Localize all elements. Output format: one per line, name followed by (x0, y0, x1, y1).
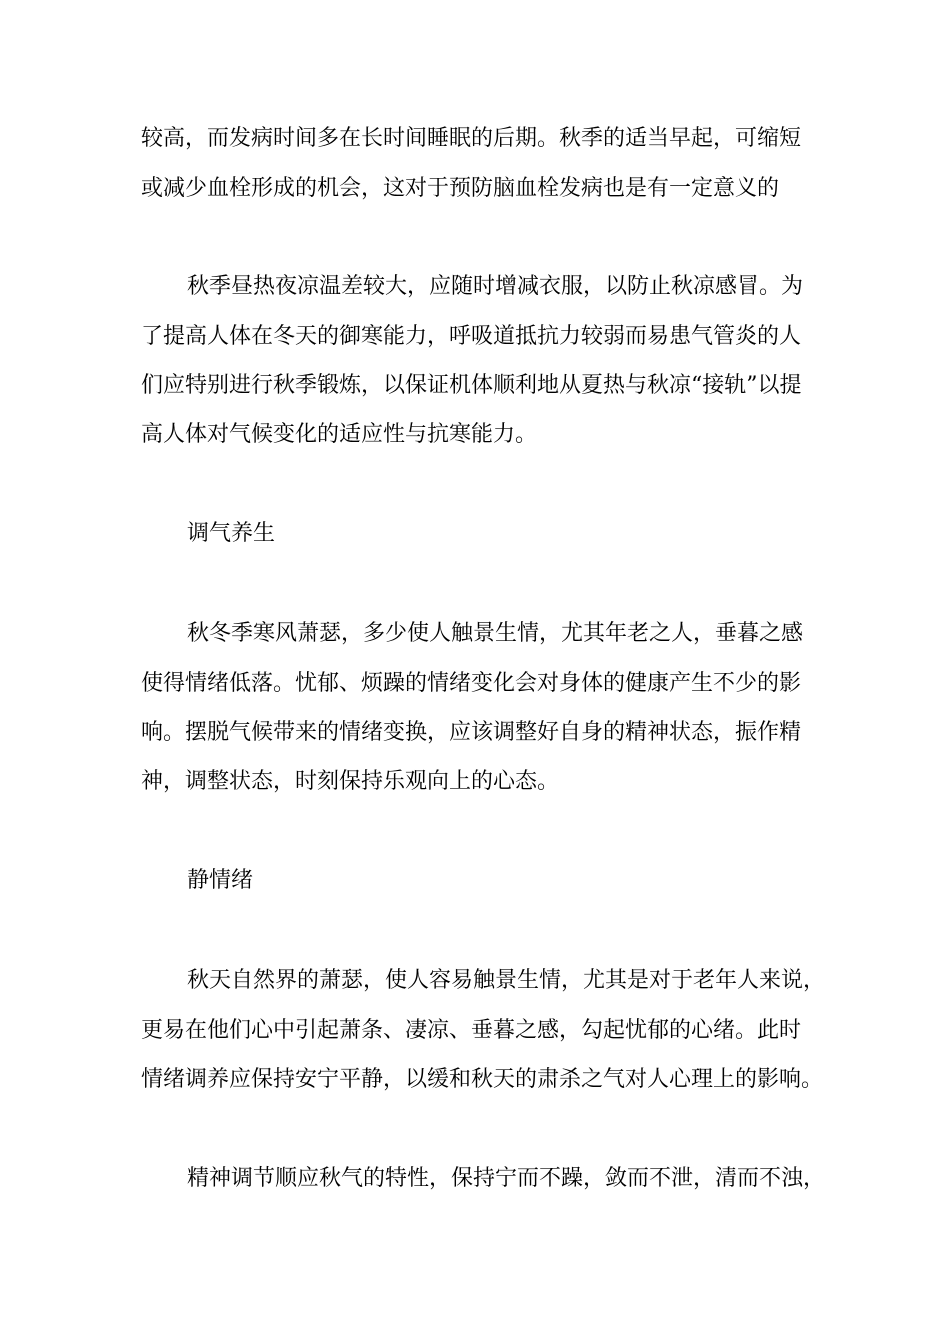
paragraph-line: 秋冬季寒风萧瑟，多少使人触景生情，尤其年老之人，垂暮之感 (187, 621, 804, 646)
paragraph-line: 响。摆脱气候带来的情绪变换，应该调整好自身的精神状态，振作精 (141, 720, 802, 745)
section-heading: 静情绪 (187, 868, 254, 893)
paragraph-line: 更易在他们心中引起萧条、凄凉、垂暮之感，勾起忧郁的心绪。此时 (141, 1018, 802, 1043)
paragraph-line: 秋季昼热夜凉温差较大，应随时增减衣服，以防止秋凉感冒。为 (187, 274, 804, 299)
paragraph-line: 秋天自然界的萧瑟，使人容易触景生情，尤其是对于老年人来说， (187, 968, 826, 993)
paragraph-line: 使得情绪低落。忧郁、烦躁的情绪变化会对身体的健康产生不少的影 (141, 671, 802, 696)
paragraph-line: 了提高人体在冬天的御寒能力，呼吸道抵抗力较弱而易患气管炎的人 (141, 324, 802, 349)
paragraph-line: 高人体对气候变化的适应性与抗寒能力。 (141, 422, 538, 447)
paragraph-line: 情绪调养应保持安宁平静，以缓和秋天的肃杀之气对人心理上的影响。 (141, 1067, 824, 1092)
section-heading: 调气养生 (187, 521, 276, 546)
paragraph-line: 精神调节顺应秋气的特性，保持宁而不躁，敛而不泄，清而不浊， (187, 1166, 826, 1191)
paragraph-line: 或减少血栓形成的机会，这对于预防脑血栓发病也是有一定意义的 (141, 176, 780, 201)
paragraph-line: 们应特别进行秋季锻炼，以保证机体顺利地从夏热与秋凉“接轨”以提 (141, 373, 802, 398)
paragraph-line: 较高，而发病时间多在长时间睡眠的后期。秋季的适当早起，可缩短 (141, 126, 802, 151)
paragraph-line: 神，调整状态，时刻保持乐观向上的心态。 (141, 769, 560, 794)
